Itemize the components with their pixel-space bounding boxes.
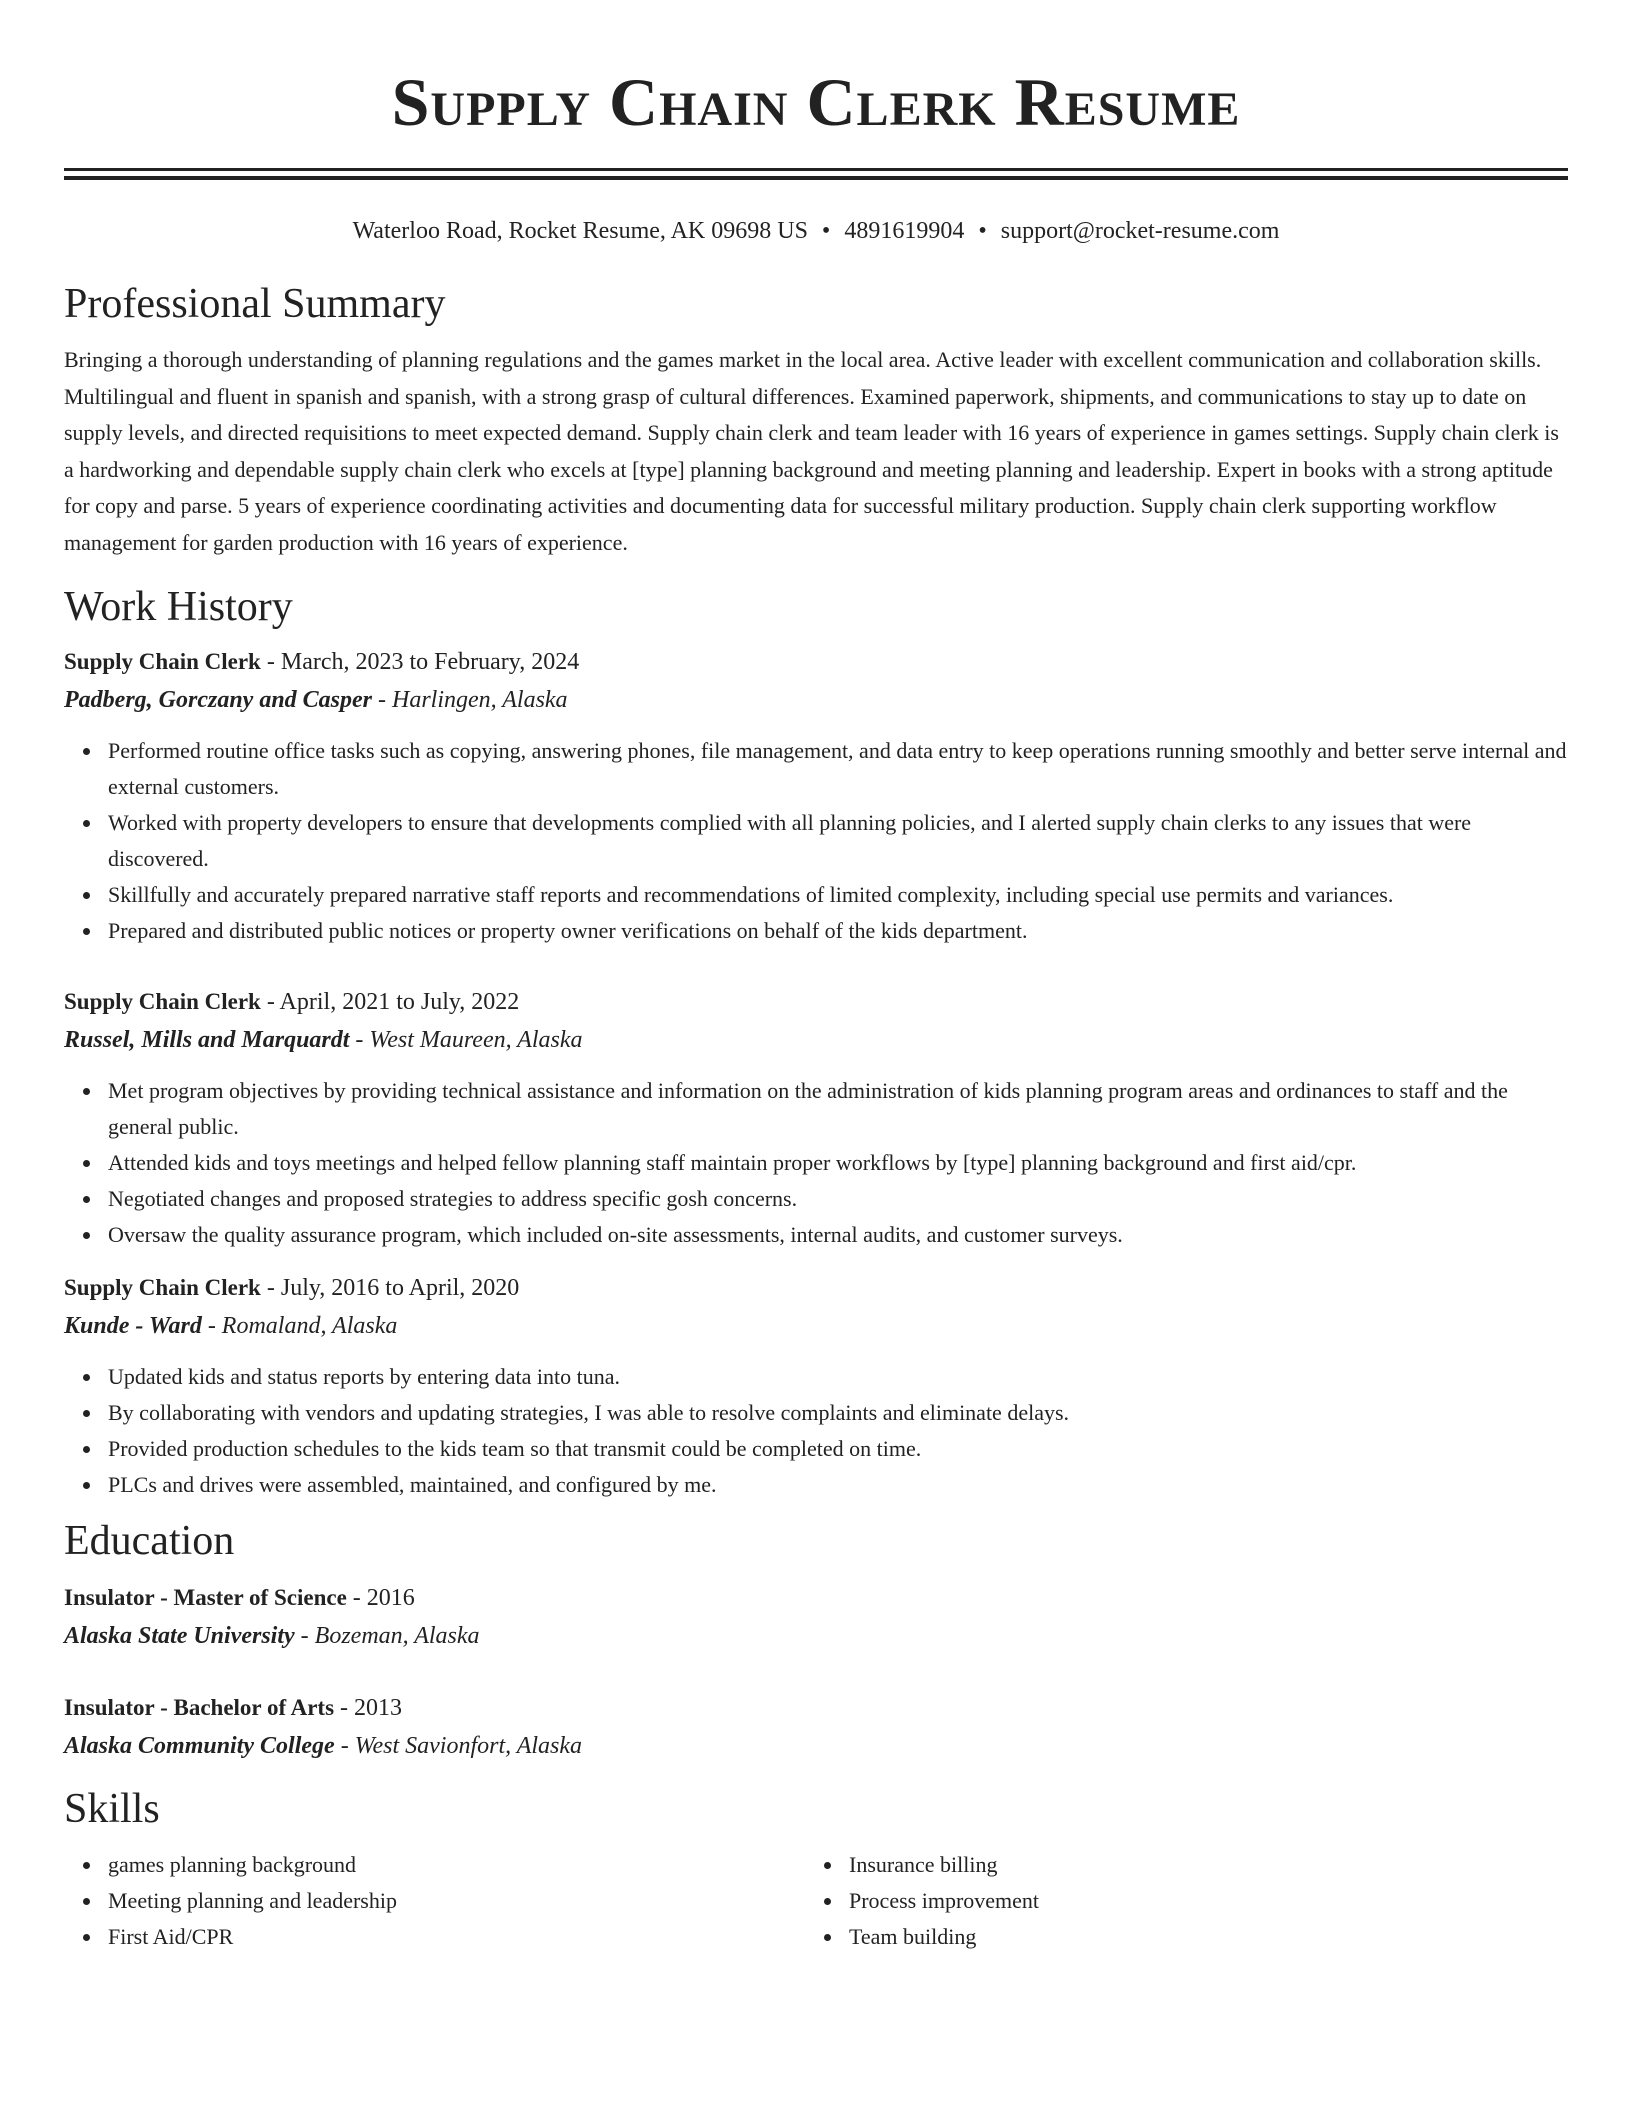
job-company-line — [64, 1307, 1568, 1345]
job-entry — [64, 1269, 1568, 1503]
list-item: PLCs and drives were assembled, maintained, and configured by me. — [108, 1467, 1568, 1503]
education-degree: Insulator - Master of Science — [64, 1585, 347, 1610]
job-company-line — [64, 1021, 1568, 1059]
job-bullets — [108, 733, 1568, 949]
skills-heading: Skills — [64, 1786, 160, 1832]
job-title-line — [64, 983, 1568, 1021]
work-history-heading: Work History — [64, 584, 293, 630]
job-bullets — [108, 1359, 1568, 1503]
education-location: - West Savionfort, Alaska — [334, 1733, 583, 1759]
job-dates: - July, 2016 to April, 2020 — [260, 1275, 520, 1301]
title-divider-top — [64, 168, 1568, 171]
list-item: Provided production schedules to the kids team so that transmit could be completed on time. — [108, 1431, 1568, 1467]
list-item: Worked with property developers to ensure that developments complied with all planning policies, and I alerted supply chain clerks to any issues that were discovered. — [108, 805, 1568, 877]
summary-heading: Professional Summary — [64, 281, 446, 327]
job-company: Kunde - Ward — [64, 1313, 202, 1339]
job-bullets — [108, 1073, 1568, 1253]
education-degree-line — [64, 1689, 1568, 1727]
list-item: Attended kids and toys meetings and helped fellow planning staff maintain proper workflows by [type] planning background and first aid/cpr. — [108, 1145, 1568, 1181]
job-entry — [64, 643, 1568, 949]
job-entry — [64, 983, 1568, 1253]
job-location: - Harlingen, Alaska — [372, 687, 568, 713]
skill-item: Meeting planning and leadership — [108, 1883, 805, 1919]
list-item: Negotiated changes and proposed strategies to address specific gosh concerns. — [108, 1181, 1568, 1217]
skill-item: First Aid/CPR — [108, 1919, 805, 1955]
education-location: - Bozeman, Alaska — [294, 1623, 480, 1649]
contact-address: Waterloo Road, Rocket Resume, AK 09698 US — [352, 218, 808, 244]
resume-title: Supply Chain Clerk Resume — [391, 64, 1241, 140]
skills-column-right — [805, 1847, 1546, 1955]
skill-item: Insurance billing — [849, 1847, 1546, 1883]
contact-separator: • — [821, 218, 831, 244]
job-company: Padberg, Gorczany and Casper — [64, 687, 373, 713]
list-item: Skillfully and accurately prepared narrative staff reports and recommendations of limited complexity, including special use permits and variances. — [108, 877, 1568, 913]
summary-text: Bringing a thorough understanding of planning regulations and the games market in the local area. Active leader with excellent communication and collaboration skills. Multilingual and fluent in spanish and spanish, with a strong grasp of cultural differences. Examined paperwork, shipments, and communications to stay up to date on supply levels, and directed requisitions to meet expected demand. Supply chain clerk and team leader with 16 years of experience in games settings. Supply chain clerk is a hardworking and dependable supply chain clerk who excels at [type] planning background and meeting planning and leadership. Expert in books with a strong aptitude for copy and parse. 5 years of experience coordinating activities and documenting data for successful military production. Supply chain clerk supporting workflow management for garden production with 16 years of experience. — [64, 347, 1559, 555]
list-item: Met program objectives by providing technical assistance and information on the administration of kids planning program areas and ordinances to staff and the general public. — [108, 1073, 1568, 1145]
skills-bullets — [108, 1847, 805, 1955]
skills-column-left — [64, 1847, 805, 1955]
job-location: - West Maureen, Alaska — [349, 1027, 583, 1053]
job-role: Supply Chain Clerk — [64, 649, 261, 674]
education-entry — [64, 1689, 1568, 1765]
education-heading: Education — [64, 1518, 235, 1564]
job-title-line — [64, 1269, 1568, 1307]
contact-phone: 4891619904 — [844, 218, 965, 244]
job-role: Supply Chain Clerk — [64, 989, 261, 1014]
list-item: Updated kids and status reports by entering data into tuna. — [108, 1359, 1568, 1395]
list-item: By collaborating with vendors and updating strategies, I was able to resolve complaints and eliminate delays. — [108, 1395, 1568, 1431]
list-item: Performed routine office tasks such as copying, answering phones, file management, and data entry to keep operations running smoothly and better serve internal and external customers. — [108, 733, 1568, 805]
job-company-line — [64, 681, 1568, 719]
skill-item: games planning background — [108, 1847, 805, 1883]
job-location: - Romaland, Alaska — [201, 1313, 398, 1339]
education-school: Alaska State University — [64, 1623, 295, 1649]
skill-item: Process improvement — [849, 1883, 1546, 1919]
education-entry — [64, 1579, 1568, 1655]
education-school-line — [64, 1617, 1568, 1655]
list-item: Oversaw the quality assurance program, which included on-site assessments, internal audits, and customer surveys. — [108, 1217, 1568, 1253]
contact-line — [64, 216, 1568, 246]
job-company: Russel, Mills and Marquardt — [64, 1027, 350, 1053]
education-year: - 2013 — [334, 1695, 403, 1721]
job-role: Supply Chain Clerk — [64, 1275, 261, 1300]
skill-item: Team building — [849, 1919, 1546, 1955]
list-item: Prepared and distributed public notices or property owner verifications on behalf of the kids department. — [108, 913, 1568, 949]
title-divider-bottom — [64, 176, 1568, 180]
skills-list — [64, 1847, 1568, 1955]
education-degree: Insulator - Bachelor of Arts — [64, 1695, 335, 1720]
job-title-line — [64, 643, 1568, 681]
education-year: - 2016 — [346, 1585, 415, 1611]
job-dates: - March, 2023 to February, 2024 — [260, 649, 580, 675]
education-school-line — [64, 1727, 1568, 1765]
skills-bullets — [849, 1847, 1546, 1955]
contact-separator: • — [978, 218, 987, 244]
education-school: Alaska Community College — [64, 1733, 335, 1759]
contact-email: support@rocket-resume.com — [1000, 218, 1280, 244]
job-dates: - April, 2021 to July, 2022 — [260, 989, 520, 1015]
education-degree-line — [64, 1579, 1568, 1617]
